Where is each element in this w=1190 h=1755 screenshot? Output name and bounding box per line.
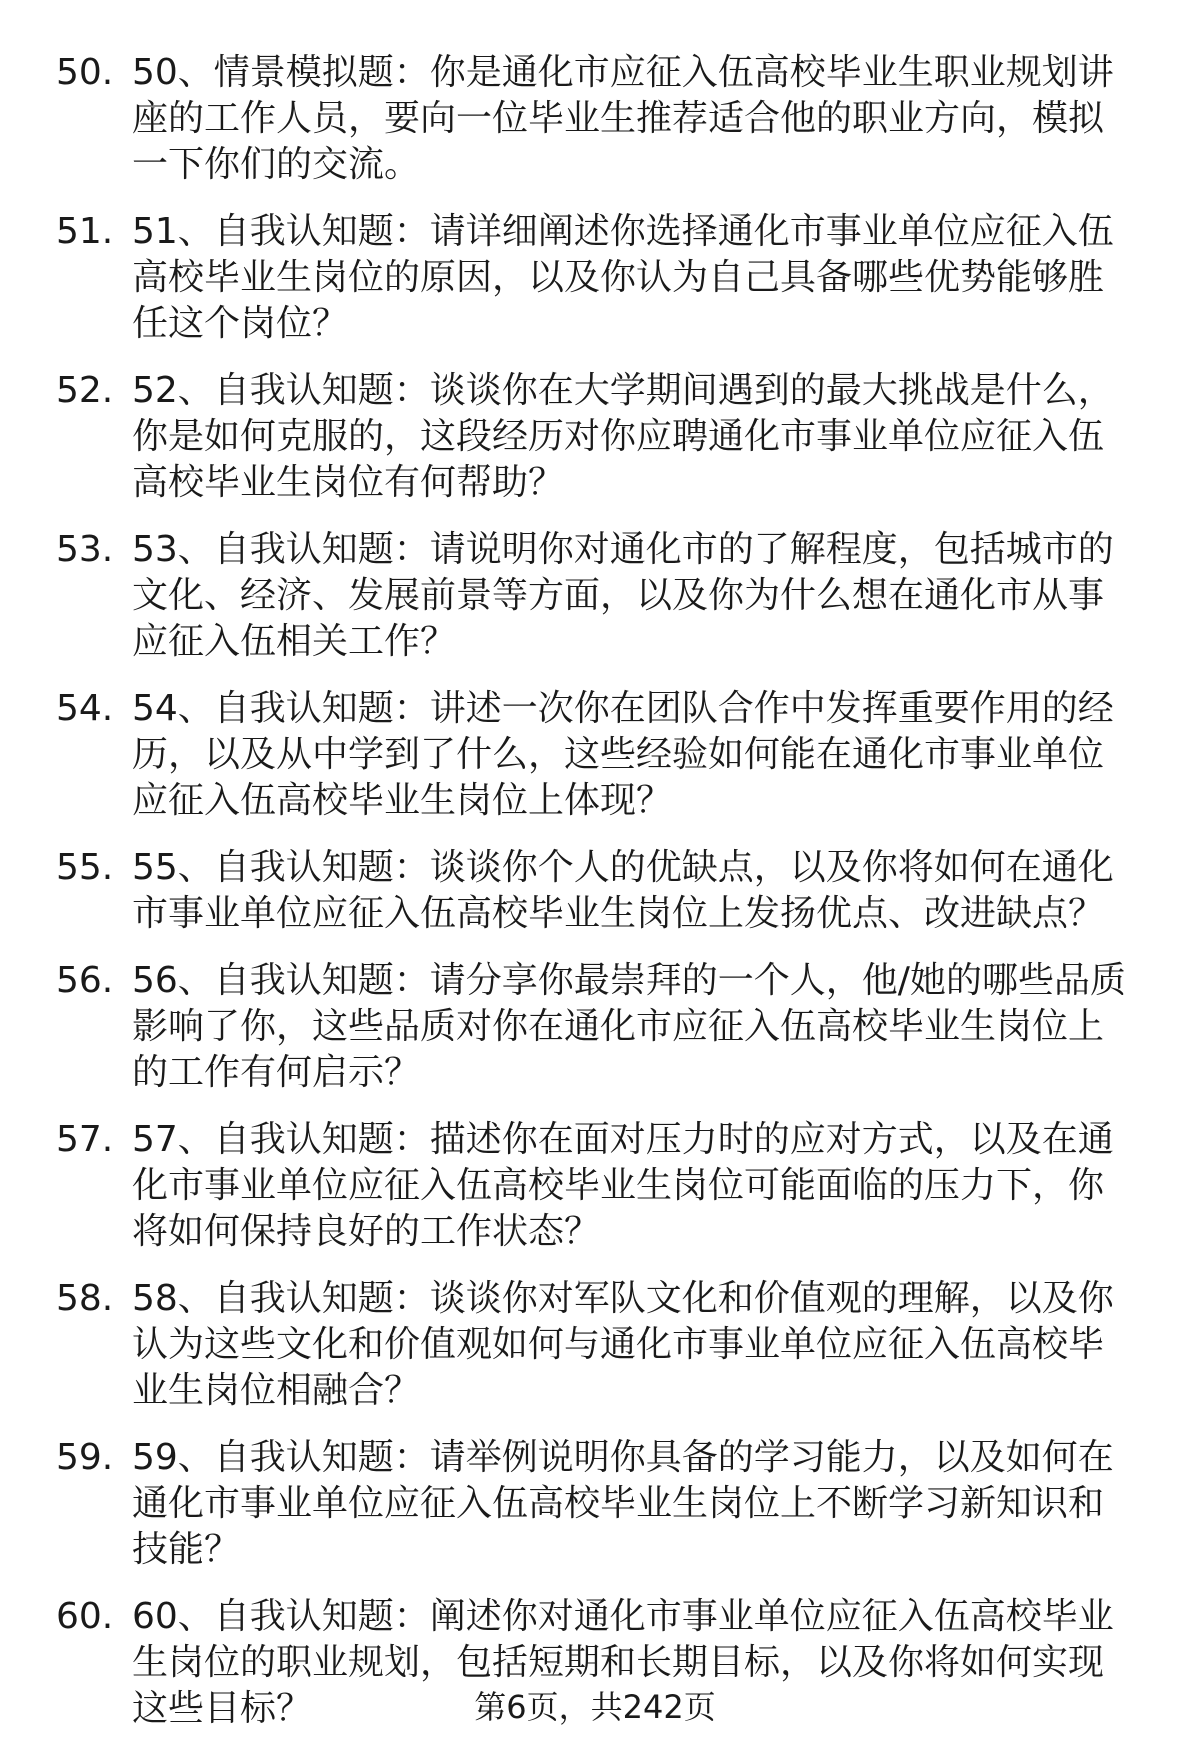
question-item-58 [56,1276,1156,1414]
question-text: 58、自我认知题：谈谈你对军队文化和价值观的理解，以及你认为这些文化和价值观如何与通化市事业单位应征入伍高校毕业生岗位相融合？ [132,1278,1114,1411]
question-number: 55. [56,847,114,888]
question-number: 53. [56,529,114,570]
question-number: 56. [56,960,114,1001]
question-item-53 [56,527,1156,665]
question-text: 56、自我认知题：请分享你最崇拜的一个人，他/她的哪些品质影响了你，这些品质对你在通化市应征入伍高校毕业生岗位上的工作有何启示？ [132,960,1126,1093]
question-number: 57. [56,1119,114,1160]
question-text: 51、自我认知题：请详细阐述你选择通化市事业单位应征入伍高校毕业生岗位的原因，以及你认为自己具备哪些优势能够胜任这个岗位？ [132,211,1114,344]
question-text: 53、自我认知题：请说明你对通化市的了解程度，包括城市的文化、经济、发展前景等方面，以及你为什么想在通化市从事应征入伍相关工作？ [132,529,1114,662]
question-text: 50、情景模拟题：你是通化市应征入伍高校毕业生职业规划讲座的工作人员，要向一位毕业生推荐适合他的职业方向，模拟一下你们的交流。 [132,52,1114,185]
question-text: 59、自我认知题：请举例说明你具备的学习能力，以及如何在通化市事业单位应征入伍高校毕业生岗位上不断学习新知识和技能？ [132,1437,1114,1570]
question-text: 54、自我认知题：讲述一次你在团队合作中发挥重要作用的经历，以及从中学到了什么，这些经验如何能在通化市事业单位应征入伍高校毕业生岗位上体现？ [132,688,1114,821]
question-number: 59. [56,1437,114,1478]
question-number: 60. [56,1596,114,1637]
question-number: 52. [56,370,114,411]
question-text: 60、自我认知题：阐述你对通化市事业单位应征入伍高校毕业生岗位的职业规划，包括短期和长期目标，以及你将如何实现这些目标？ [132,1596,1114,1729]
question-text: 55、自我认知题：谈谈你个人的优缺点，以及你将如何在通化市事业单位应征入伍高校毕业生岗位上发扬优点、改进缺点？ [132,847,1114,934]
question-item-59 [56,1435,1156,1573]
question-list [56,50,1156,1753]
question-item-52 [56,368,1156,506]
page-footer [0,1687,1190,1727]
question-item-51 [56,209,1156,347]
question-item-56 [56,958,1156,1096]
question-number: 54. [56,688,114,729]
question-number: 50. [56,52,114,93]
page-number-label: 第6页，共242页 [474,1688,716,1726]
question-text: 57、自我认知题：描述你在面对压力时的应对方式，以及在通化市事业单位应征入伍高校毕业生岗位可能面临的压力下，你将如何保持良好的工作状态？ [132,1119,1114,1252]
question-number: 58. [56,1278,114,1319]
question-text: 52、自我认知题：谈谈你在大学期间遇到的最大挑战是什么，你是如何克服的，这段经历对你应聘通化市事业单位应征入伍高校毕业生岗位有何帮助？ [132,370,1114,503]
question-number: 51. [56,211,114,252]
question-item-55 [56,845,1156,937]
question-item-50 [56,50,1156,188]
question-item-57 [56,1117,1156,1255]
question-item-54 [56,686,1156,824]
